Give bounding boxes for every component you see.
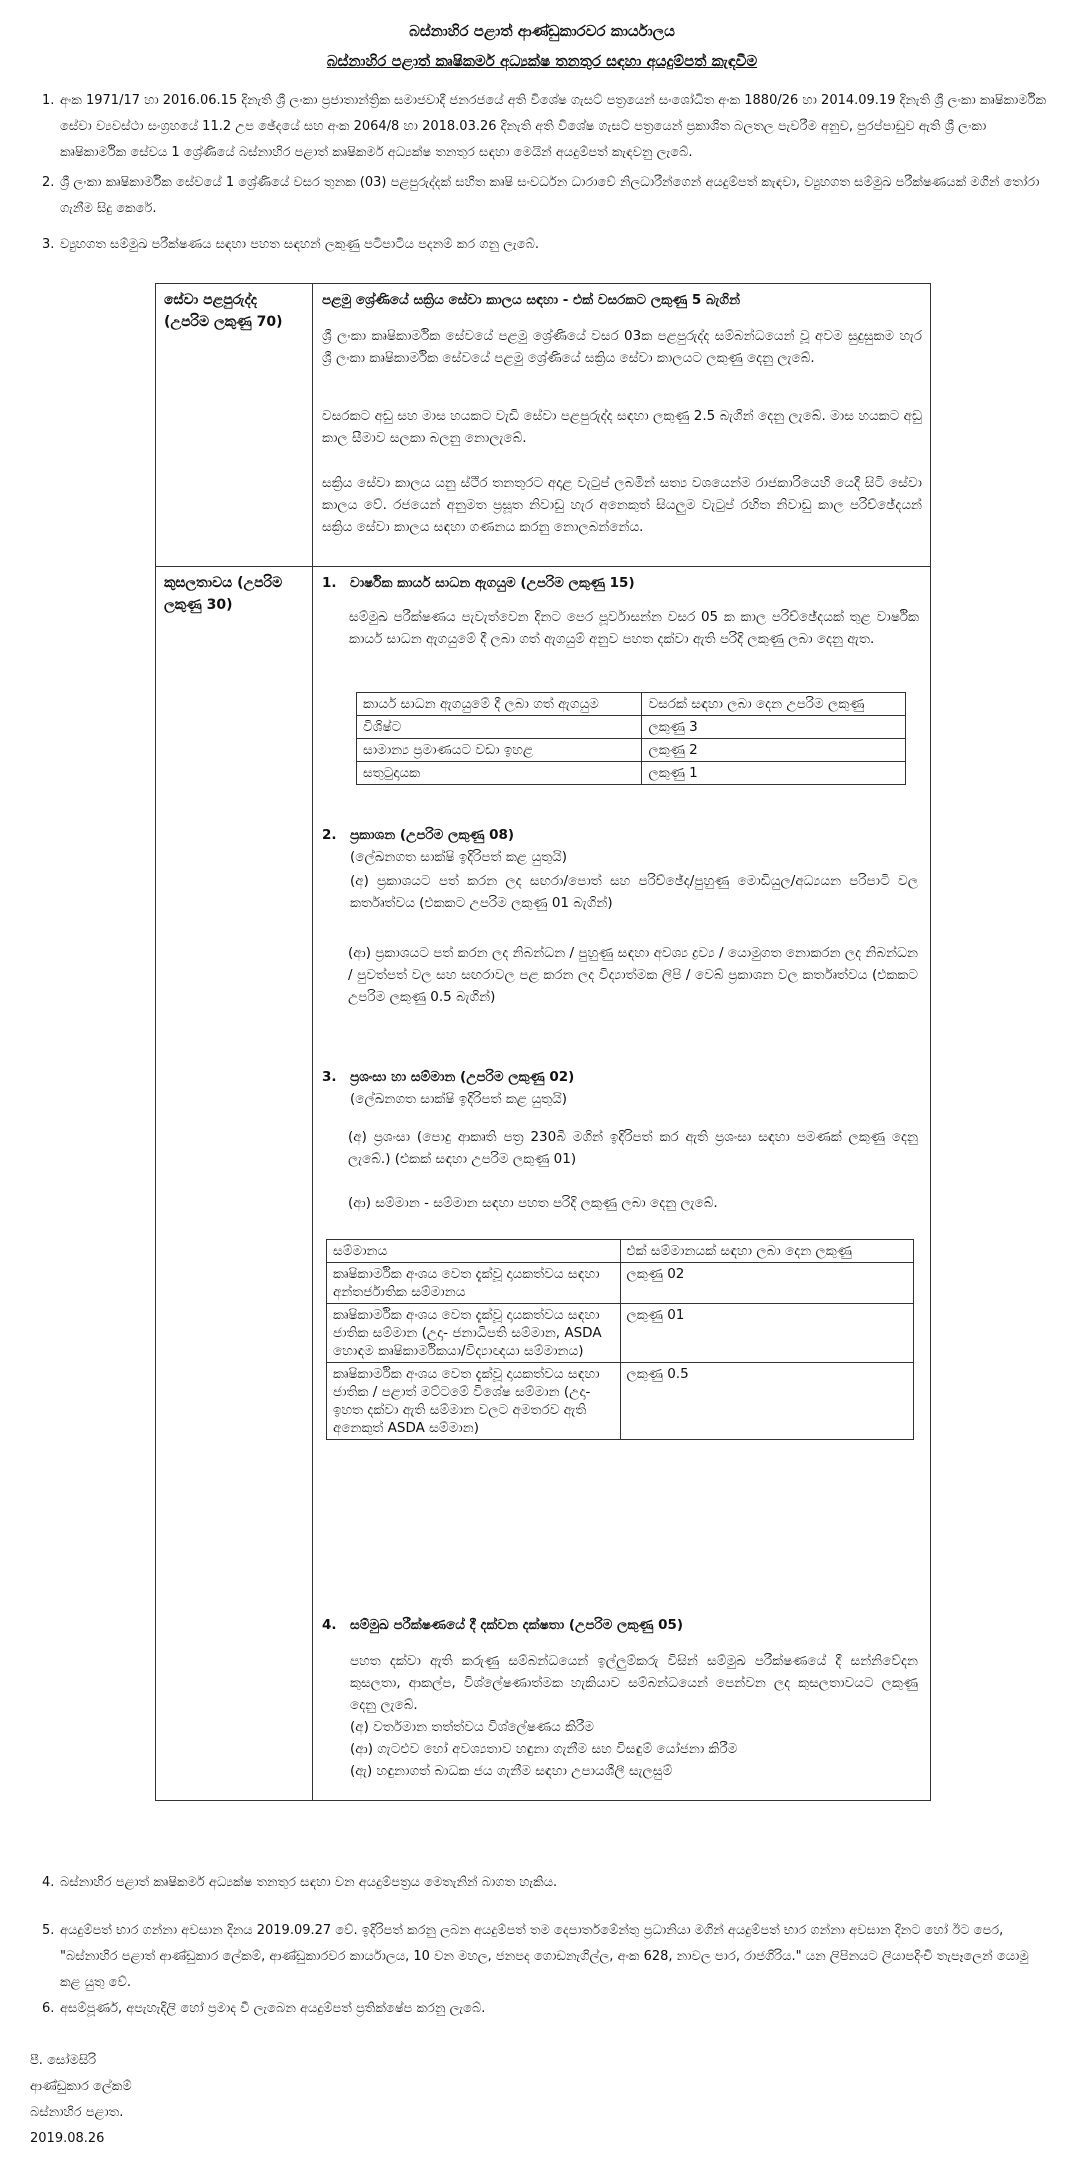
item-text: බස්නාහිර පළාත් කෘෂිකර්ම අධ්‍යක්ෂ තනතුර සඳහා වන අයදුම්පත්‍රය මෙතැනින් බාගත හැකිය. (60, 1875, 558, 1890)
item-text: අසම්පූර්ණ, අපැහැදිලි හෝ ප්‍රමාද වී ලැබෙන අයදුම්පත් ප්‍රතික්ෂේප කරනු ලැබේ. (60, 2001, 486, 2016)
section-1-number: 1. (322, 575, 337, 591)
table-cell: විශිෂ්ට (357, 716, 642, 739)
table-cell: කෘෂිකාර්මික අංශය වෙත දැක්වූ දායකත්වය සඳහා ජාතික / පළාත් මට්ටමේ විශේෂ සම්මාන (උදා- ඉහත දක්වා ඇති සම්මාන වලට අමතරව ඇති අනෙකුත් ASDA සම්මාන) (327, 1363, 621, 1440)
table-header-row (327, 1240, 914, 1263)
table-cell: සතුටුදායක (357, 762, 642, 785)
table-header-cell: වසරක් සඳහා ලබා දෙන උපරිම ලකුණු (642, 693, 906, 716)
section-4-item: (අ) වර්තමාන තත්ත්වය විශ්ලේෂණය කිරීම (350, 1719, 594, 1735)
table-cell: ලකුණු 2 (642, 739, 906, 762)
column-divider (312, 284, 313, 1800)
table-cell: ලකුණු 0.5 (620, 1363, 914, 1440)
item-number: 6. (42, 2001, 55, 2016)
table-cell: ලකුණු 1 (642, 762, 906, 785)
table-cell: කෘෂිකාර්මික අංශය වෙත දැක්වූ දායකත්වය සඳහා අන්තර්ජාතික සම්මානය (327, 1263, 621, 1304)
signature-date: 2019.08.26 (30, 2131, 105, 2146)
table-row (327, 1263, 914, 1304)
service-experience-para-2: වසරකට අඩු සහ මාස හයකට වැඩි සේවා පළපුරුද්ද සඳහා ලකුණු 2.5 බැගින් දෙනු ලැබේ. මාස හයකට අඩු කාල සීමාව සලකා බලනු නොලැබේ. (322, 408, 922, 446)
table-cell: කෘෂිකාර්මික අංශය වෙත දැක්වූ දායකත්වය සඳහා ජාතික සම්මාන (උදා- ජනාධිපති සම්මාන, ASDA හොඳම කෘෂිකාර්මිකයා/විද්‍යාඥයා සම්මානය) (327, 1304, 621, 1363)
section-2-note: (ලේඛනගත සාක්ෂි ඉදිරිපත් කළ යුතුයි) (350, 849, 568, 865)
signatory-name: පී. සෝමසිරි (30, 2053, 97, 2068)
item-number: 5. (42, 1923, 55, 1938)
table-row (327, 1363, 914, 1440)
outro-item-6 (42, 1996, 1052, 2022)
table-header-cell: එක් සම්මානයක් සඳහා ලබා දෙන ලකුණු (620, 1240, 914, 1263)
item-text: අයදුම්පත් භාර ගන්නා අවසාන දිනය 2019.09.27 වේ. ඉදිරිපත් කරනු ලබන අයදුම්පත් තම දෙපාර්තමේන්තු ප්‍රධානියා මගින් අයදුම්පත් භාර ගන්නා අවසාන දිනට හෝ ඊට පෙර, "බස්නාහිර පළාත් ආණ්ඩුකාර ලේකම්, ආණ්ඩුකාරවර කාර්යාලය, 10 වන මහල, ජනපද ගොඩනැගිල්ල, අංක 628, නාවල පාර, රාජගිරිය." යන ලිපිනයට ලියාපදිංචි තැපෑලෙන් යොමු කළ යුතු වේ. (60, 1923, 1029, 1990)
section-4-number: 4. (322, 1617, 337, 1633)
service-experience-para-1: ශ්‍රී ලංකා කෘෂිකාර්මික සේවයේ පළමු ශ්‍රේණියේ වසර 03ක පළපුරුද්ද සම්බන්ධයෙන් වූ අවම සුදුසුකම හැර ශ්‍රී ලංකා කෘෂිකාර්මික සේවයේ පළමු ශ්‍රේණියේ සක්‍රිය සේවා කාලයට ලකුණු දෙනු ලැබේ. (322, 328, 922, 366)
section-3-item-a: (අ) ප්‍රශංසා (පොදු ආකෘති පත්‍ර 230බී මගින් ඉදිරිපත් කර ඇති ප්‍රශංසා සඳහා පමණක් ලකුණු දෙනු ලැබේ.) (එකක් සඳහා උපරිම ලකුණු 01) (348, 1129, 918, 1167)
section-4-item: (ඇ) හඳුනාගත් බාධක ජය ගැනීම සඳහා උපායශීලී සැලසුම් (350, 1763, 673, 1779)
service-experience-heading: පළමු ශ්‍රේණියේ සක්‍රිය සේවා කාලය සඳහා - එක් වසරකට ලකුණු 5 බැගින් (322, 292, 741, 308)
performance-table (356, 692, 906, 785)
service-experience-para-3: සක්‍රිය සේවා කාලය යනු ස්ථිර තනතුරට අදාළ වැටුප් ලබමින් සත්‍ය වශයෙන්ම රාජකාරියෙහි යෙදී සිටි සේවා කාලය වේ. රජයෙන් අනුමත ප්‍රසූත නිවාඩු හැර අනෙකුත් සියලුම වැටුප් රහිත නිවාඩු කාල පරිච්ඡේදයන් සක්‍රිය සේවා කාලය සඳහා ගණනය කරනු නොලබන්නේය. (322, 475, 922, 535)
table-cell: ලකුණු 02 (620, 1263, 914, 1304)
row-divider (156, 566, 930, 567)
intro-item-3 (42, 232, 1052, 258)
awards-table (326, 1239, 914, 1440)
table-cell: ලකුණු 3 (642, 716, 906, 739)
table-cell: සාමාන්‍ය ප්‍රමාණයට වඩා ඉහළ (357, 739, 642, 762)
section-3-note: (ලේඛනගත සාක්ෂි ඉදිරිපත් කළ යුතුයි) (350, 1091, 568, 1107)
signatory-title: ආණ්ඩුකාර ලේකම් (30, 2079, 132, 2094)
item-text: ව්‍යුහගත සම්මුඛ පරීක්ෂණය සඳහා පහත සඳහන් ලකුණු පටිපාටිය පදනම් කර ගනු ලැබේ. (60, 237, 540, 252)
marking-scheme-table (155, 283, 931, 1801)
table-row (327, 1304, 914, 1363)
item-number: 3. (42, 237, 55, 252)
intro-item-1 (42, 88, 1052, 166)
item-number: 4. (42, 1875, 55, 1890)
notice-title: බස්නාහිර පළාත් කෘෂිකර්ම අධ්‍යක්ෂ තනතුර සඳහා අයදුම්පත් කැඳවීම (326, 52, 758, 70)
table-cell: ලකුණු 01 (620, 1304, 914, 1363)
signatory-org: බස්නාහිර පළාත. (30, 2105, 124, 2120)
item-number: 2. (42, 175, 55, 190)
table-row (357, 716, 906, 739)
outro-item-5 (42, 1918, 1052, 1996)
section-4-text: පහත දක්වා ඇති කරුණු සම්බන්ධයෙන් ඉල්ලුම්කරු විසින් සම්මුඛ පරීක්ෂණයේ දී සන්නිවේදන කුසලතා, ආකල්ප, විශ්ලේෂණාත්මක හැකියාව සම්බන්ධයෙන් පෙන්වන ලද කුසලතාවයට ලකුණු දෙනු ලැබේ. (350, 1653, 918, 1713)
section-2-heading: ප්‍රකාශන (උපරිම ලකුණු 08) (350, 827, 515, 843)
table-row (357, 739, 906, 762)
section-3-number: 3. (322, 1069, 337, 1085)
section-4-item: (ආ) ගැටළුව හෝ අවශ්‍යතාව හඳුනා ගැනීම සහ විසඳුම් යෝජනා කිරීම (350, 1741, 738, 1757)
section-2-item-a: (අ) ප්‍රකාශයට පත් කරන ලද සඟරා/පොත් සහ පරිච්ඡේද/පුහුණු මොඩියුල/අධ්‍යයන පරිපාටි වල කර්තෘත්වය (එකකට උපරිම ලකුණු 01 බැගින්) (350, 873, 918, 911)
table-row (357, 762, 906, 785)
table-header-cell: සම්මානය (327, 1240, 621, 1263)
office-title: බස්නාහිර පළාත් ආණ්ඩුකාරවර කාර්යාලය (409, 22, 675, 40)
intro-item-2 (42, 170, 1052, 222)
outro-item-4 (42, 1870, 1052, 1896)
item-text: අංක 1971/17 හා 2016.06.15 දිනැති ශ්‍රී ලංකා ප්‍රජාතාන්ත්‍රික සමාජවාදී ජනරජයේ අති විශේෂ ගැසට් පත්‍රයෙන් සංශෝධිත අංක 1880/26 හා 2014.09.19 දිනැති ශ්‍රී ලංකා කෘෂිකාර්මික සේවා ව්‍යවස්ථා සංග්‍රහයේ 11.2 උප ඡේදයේ සහ අංක 2064/8 හා 2018.03.26 දිනැති අති විශේෂ ගැසට් පත්‍රයෙන් ප්‍රකාශිත බලතල පැවරීම අනුව, පුරප්පාඩුව ඇති ශ්‍රී ලංකා කෘෂිකාර්මික සේවය 1 ශ්‍රේණියේ බස්නාහිර පළාත් කෘෂිකර්ම අධ්‍යක්ෂ තනතුර සඳහා මෙයින් අයදුම්පත් කැඳවනු ලැබේ. (60, 93, 1047, 160)
table-header-cell: කාර්ය සාධන ඇගයුමේ දී ලබා ගත් ඇගයුම (357, 693, 642, 716)
section-3-heading: ප්‍රශංසා හා සම්මාන (උපරිම ලකුණු 02) (350, 1069, 575, 1085)
section-2-number: 2. (322, 827, 337, 843)
section-4-heading: සම්මුඛ පරීක්ෂණයේ දී දක්වන දක්ෂතා (උපරිම ලකුණු 05) (350, 1617, 684, 1633)
section-1-heading: වාර්ෂික කාර්ය සාධන ඇගයුම (උපරිම ලකුණු 15) (350, 575, 635, 591)
merit-label: කුසලතාවය (උපරිම ලකුණු 30) (164, 575, 283, 613)
table-header-row (357, 693, 906, 716)
section-2-item-aa: (ආ) ප්‍රකාශයට පත් කරන ලද නිබන්ධන / පුහුණු සඳහා අවශ්‍ය ද්‍රව්‍ය / යොමුගත නොකරන ලද නිබන්ධන / පුවත්පත් වල සහ සඟරාවල පළ කරන ලද විද්‍යාත්මක ලිපි / වෙබ් ප්‍රකාශන වල කර්තෘත්වය (එකකට උපරිම ලකුණු 0.5 බැගින්) (348, 945, 918, 1005)
item-number: 1. (42, 93, 55, 108)
section-1-text: සම්මුඛ පරීක්ෂණය පැවැත්වෙන දිනට පෙර පූර්වාසන්න වසර 05 ක කාල පරිච්ඡේදයක් තුළ වාර්ෂික කාර්ය සාධන ඇගයුමේ දී ලබා ගත් ඇගයුම් අනුව පහත දක්වා ඇති පරිදි ලකුණු ලබා දෙනු ඇත. (349, 609, 919, 647)
item-text: ශ්‍රී ලංකා කෘෂිකාර්මික සේවයේ 1 ශ්‍රේණියේ වසර තුනක (03) පළපුරුද්දක් සහිත කෘෂි සංවර්ධන ධාරාවේ නිලධාරීන්ගෙන් අයදුම්පත් කැඳවා, ව්‍යුහගත සම්මුඛ පරීක්ෂණයක් මගින් තෝරා ගැනීම සිදු කෙරේ. (60, 175, 1040, 216)
section-3-item-aa: (ආ) සම්මාන - සම්මාන සඳහා පහත පරිදි ලකුණු ලබා දෙනු ලැබේ. (348, 1195, 718, 1211)
service-experience-label: සේවා පළපුරුද්ද (උපරිම ලකුණු 70) (164, 292, 283, 330)
